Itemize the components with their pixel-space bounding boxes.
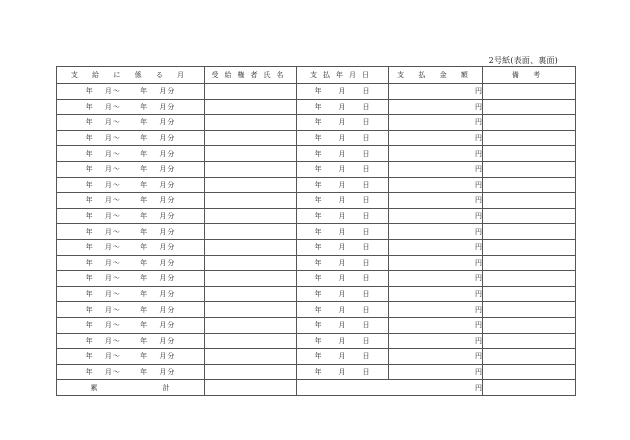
month-cell: 年 月〜 年 月分: [57, 271, 205, 287]
remarks-cell[interactable]: [483, 130, 576, 146]
table-row: [57, 255, 576, 271]
total-amount-cell: 円: [297, 380, 483, 396]
table-row: [57, 239, 576, 255]
payment-amount-cell: 円: [389, 286, 483, 302]
payment-date-cell: 年 月 日: [297, 364, 389, 380]
remarks-cell[interactable]: [483, 99, 576, 115]
recipient-name-cell[interactable]: [205, 99, 297, 115]
table-row: [57, 208, 576, 224]
payment-date-cell: 年 月 日: [297, 271, 389, 287]
payment-amount-cell: 円: [389, 161, 483, 177]
payment-amount-cell: 円: [389, 115, 483, 131]
payment-date-cell: 年 月 日: [297, 161, 389, 177]
month-cell: 年 月〜 年 月分: [57, 177, 205, 193]
total-label: 累 計: [57, 380, 205, 396]
payment-date-cell: 年 月 日: [297, 208, 389, 224]
total-gap: [205, 380, 297, 396]
table-row: [57, 146, 576, 162]
remarks-cell[interactable]: [483, 271, 576, 287]
remarks-cell[interactable]: [483, 177, 576, 193]
table-row: [57, 161, 576, 177]
recipient-name-cell[interactable]: [205, 302, 297, 318]
payment-date-cell: 年 月 日: [297, 84, 389, 100]
recipient-name-cell[interactable]: [205, 177, 297, 193]
payment-amount-cell: 円: [389, 333, 483, 349]
payment-date-cell: 年 月 日: [297, 349, 389, 365]
month-cell: 年 月〜 年 月分: [57, 161, 205, 177]
month-cell: 年 月〜 年 月分: [57, 130, 205, 146]
month-cell: 年 月〜 年 月分: [57, 364, 205, 380]
payment-amount-cell: 円: [389, 193, 483, 209]
payment-date-cell: 年 月 日: [297, 177, 389, 193]
remarks-cell[interactable]: [483, 239, 576, 255]
table-row: [57, 99, 576, 115]
remarks-cell[interactable]: [483, 364, 576, 380]
recipient-name-cell[interactable]: [205, 255, 297, 271]
recipient-name-cell[interactable]: [205, 286, 297, 302]
month-cell: 年 月〜 年 月分: [57, 349, 205, 365]
table-row: [57, 286, 576, 302]
month-cell: 年 月〜 年 月分: [57, 317, 205, 333]
payment-amount-cell: 円: [389, 239, 483, 255]
payment-date-cell: 年 月 日: [297, 115, 389, 131]
table-row: [57, 349, 576, 365]
table-row: [57, 364, 576, 380]
recipient-name-cell[interactable]: [205, 208, 297, 224]
remarks-cell[interactable]: [483, 349, 576, 365]
recipient-name-cell[interactable]: [205, 115, 297, 131]
payment-date-cell: 年 月 日: [297, 99, 389, 115]
payment-amount-cell: 円: [389, 317, 483, 333]
remarks-cell[interactable]: [483, 317, 576, 333]
header-remarks: 備 考: [483, 67, 576, 84]
total-row: [57, 380, 576, 396]
payment-date-cell: 年 月 日: [297, 224, 389, 240]
remarks-cell[interactable]: [483, 286, 576, 302]
table-row: [57, 271, 576, 287]
payment-amount-cell: 円: [389, 146, 483, 162]
payment-date-cell: 年 月 日: [297, 193, 389, 209]
recipient-name-cell[interactable]: [205, 193, 297, 209]
table-row: [57, 333, 576, 349]
payment-date-cell: 年 月 日: [297, 130, 389, 146]
header-payment-amount: 支 払 金 額: [389, 67, 483, 84]
payment-date-cell: 年 月 日: [297, 146, 389, 162]
recipient-name-cell[interactable]: [205, 333, 297, 349]
recipient-name-cell[interactable]: [205, 224, 297, 240]
month-cell: 年 月〜 年 月分: [57, 84, 205, 100]
header-recipient-name: 受給権者氏名: [205, 67, 297, 84]
month-cell: 年 月〜 年 月分: [57, 286, 205, 302]
payment-amount-cell: 円: [389, 130, 483, 146]
month-cell: 年 月〜 年 月分: [57, 255, 205, 271]
remarks-cell[interactable]: [483, 193, 576, 209]
table-row: [57, 317, 576, 333]
table-row: [57, 84, 576, 100]
table-row: [57, 224, 576, 240]
payment-amount-cell: 円: [389, 349, 483, 365]
month-cell: 年 月〜 年 月分: [57, 333, 205, 349]
remarks-cell[interactable]: [483, 302, 576, 318]
recipient-name-cell[interactable]: [205, 161, 297, 177]
table-row: [57, 130, 576, 146]
payment-date-cell: 年 月 日: [297, 333, 389, 349]
header-payment-month: 支 給 に 係 る 月: [57, 67, 205, 84]
month-cell: 年 月〜 年 月分: [57, 146, 205, 162]
recipient-name-cell[interactable]: [205, 239, 297, 255]
header-row: [57, 67, 576, 84]
remarks-cell[interactable]: [483, 224, 576, 240]
recipient-name-cell[interactable]: [205, 364, 297, 380]
table-row: [57, 177, 576, 193]
form-number-caption: 2号紙(表面、裏面): [488, 56, 558, 65]
recipient-name-cell[interactable]: [205, 130, 297, 146]
table-row: [57, 115, 576, 131]
recipient-name-cell[interactable]: [205, 349, 297, 365]
payment-date-cell: 年 月 日: [297, 317, 389, 333]
month-cell: 年 月〜 年 月分: [57, 99, 205, 115]
payment-date-cell: 年 月 日: [297, 302, 389, 318]
payment-amount-cell: 円: [389, 177, 483, 193]
payment-amount-cell: 円: [389, 302, 483, 318]
payment-ledger-table: [56, 66, 576, 396]
payment-date-cell: 年 月 日: [297, 286, 389, 302]
month-cell: 年 月〜 年 月分: [57, 239, 205, 255]
total-remarks-cell: [483, 380, 576, 396]
payment-date-cell: 年 月 日: [297, 255, 389, 271]
recipient-name-cell[interactable]: [205, 84, 297, 100]
payment-amount-cell: 円: [389, 208, 483, 224]
recipient-name-cell[interactable]: [205, 317, 297, 333]
remarks-cell[interactable]: [483, 84, 576, 100]
payment-amount-cell: 円: [389, 364, 483, 380]
month-cell: 年 月〜 年 月分: [57, 115, 205, 131]
payment-amount-cell: 円: [389, 84, 483, 100]
month-cell: 年 月〜 年 月分: [57, 224, 205, 240]
recipient-name-cell[interactable]: [205, 271, 297, 287]
month-cell: 年 月〜 年 月分: [57, 302, 205, 318]
month-cell: 年 月〜 年 月分: [57, 208, 205, 224]
payment-amount-cell: 円: [389, 255, 483, 271]
table-row: [57, 302, 576, 318]
remarks-cell[interactable]: [483, 333, 576, 349]
payment-amount-cell: 円: [389, 271, 483, 287]
remarks-cell[interactable]: [483, 161, 576, 177]
recipient-name-cell[interactable]: [205, 146, 297, 162]
remarks-cell[interactable]: [483, 146, 576, 162]
payment-amount-cell: 円: [389, 224, 483, 240]
table-row: [57, 193, 576, 209]
payment-date-cell: 年 月 日: [297, 239, 389, 255]
remarks-cell[interactable]: [483, 208, 576, 224]
remarks-cell[interactable]: [483, 255, 576, 271]
header-payment-date: 支払年月日: [297, 67, 389, 84]
payment-amount-cell: 円: [389, 99, 483, 115]
month-cell: 年 月〜 年 月分: [57, 193, 205, 209]
remarks-cell[interactable]: [483, 115, 576, 131]
